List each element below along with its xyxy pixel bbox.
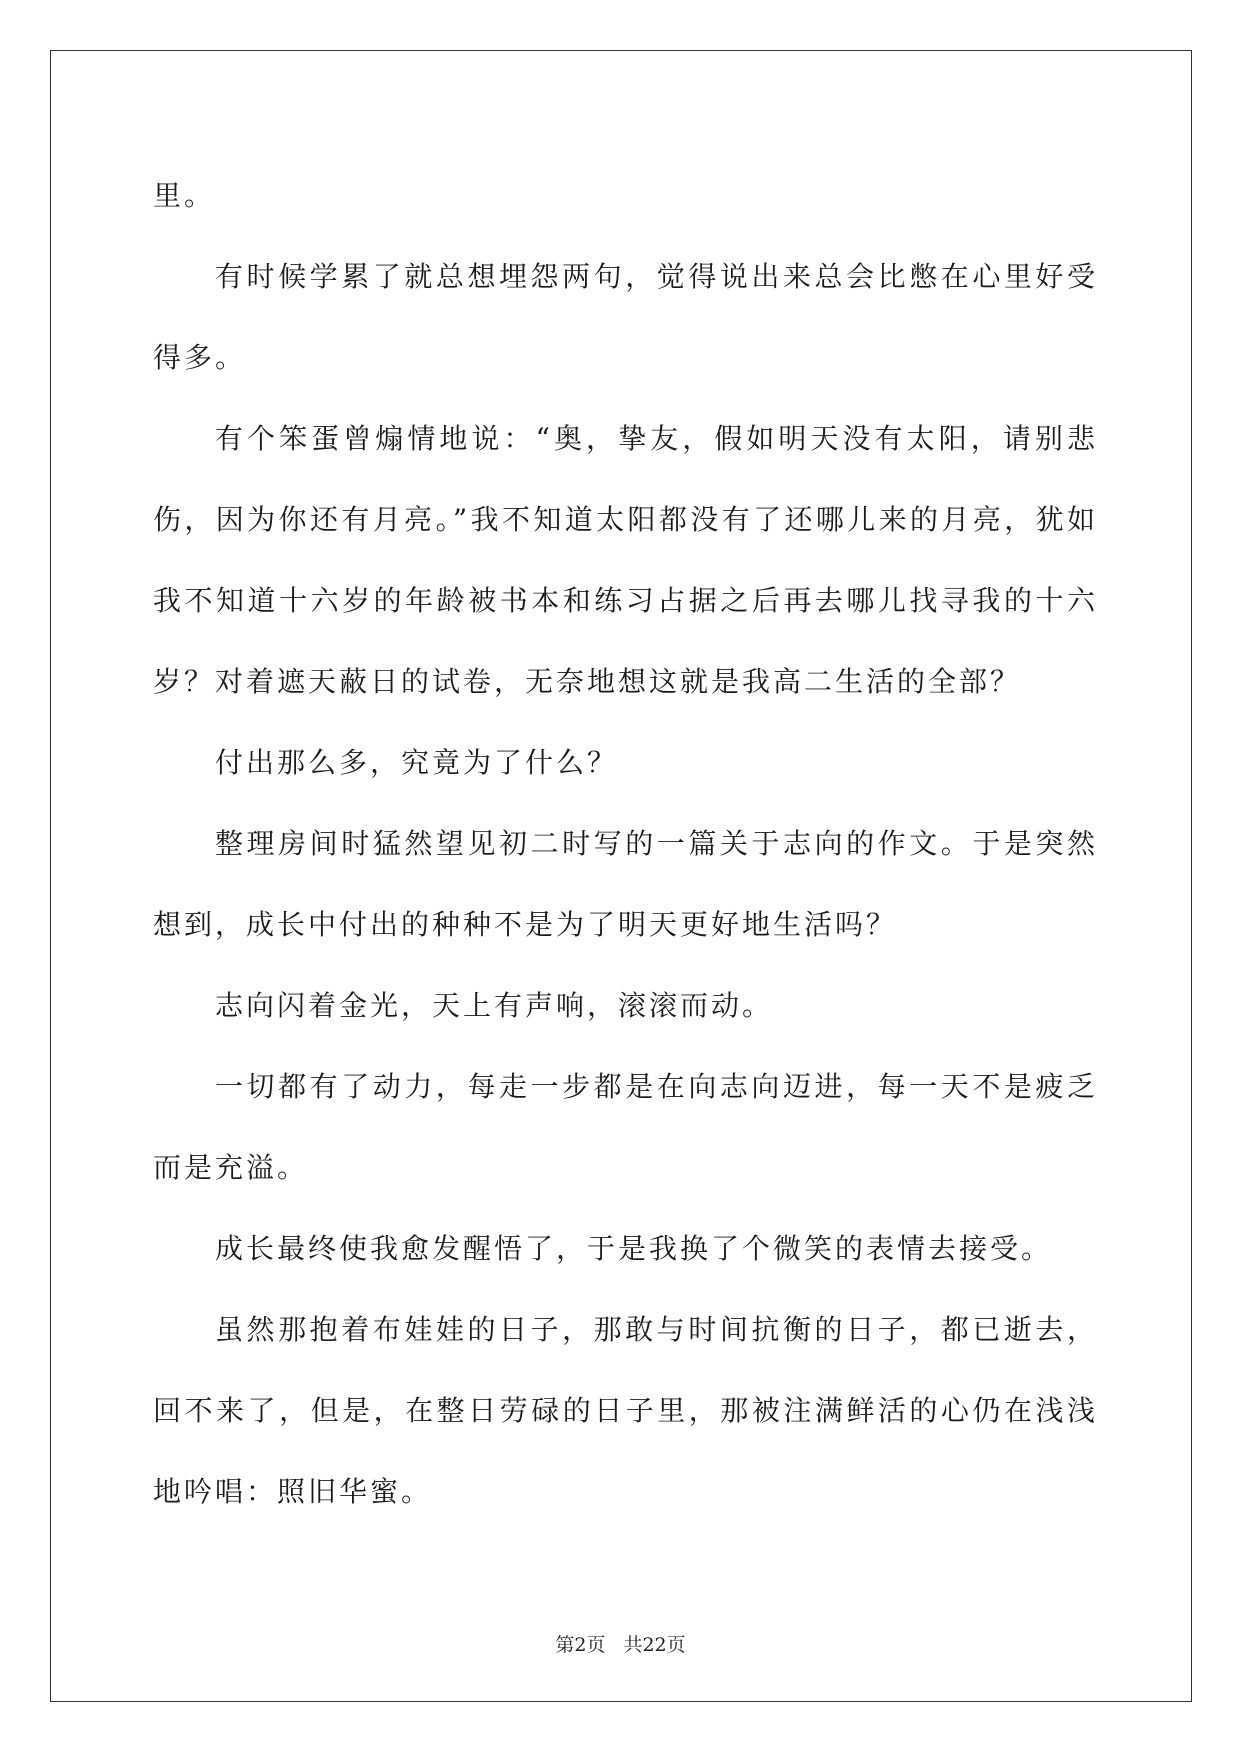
paragraph-5: 整理房间时猛然望见初二时写的一篇关于志向的作文。于是突然想到，成长中付出的种种不是为了明天更好地生活吗？ — [153, 827, 1098, 941]
paragraph-8: 成长最终使我愈发醒悟了，于是我换了个微笑的表情去接受。 — [215, 1232, 1053, 1265]
document-body — [153, 155, 1098, 1532]
paragraph-4: 付出那么多，究竟为了什么？ — [215, 746, 619, 779]
paragraph-2: 有时候学累了就总想埋怨两句，觉得说出来总会比憋在心里好受得多。 — [153, 260, 1098, 374]
paragraph-3: 有个笨蛋曾煽情地说：“奥，挚友，假如明天没有太阳，请别悲伤，因为你还有月亮。”我不知道太阳都没有了还哪儿来的月亮，犹如我不知道十六岁的年龄被书本和练习占据之后再去哪儿找寻我的十六岁？对着遮天蔽日的试卷，无奈地想这就是我高二生活的全部？ — [153, 422, 1098, 698]
paragraph-9: 虽然那抱着布娃娃的日子，那敢与时间抗衡的日子，都已逝去，回不来了，但是，在整日劳碌的日子里，那被注满鲜活的心仍在浅浅地吟唱：照旧华蜜。 — [153, 1313, 1098, 1508]
paragraph-6: 志向闪着金光，天上有声响，滚滚而动。 — [215, 989, 774, 1022]
page-footer — [0, 1630, 1241, 1657]
page-number: 第2页 — [555, 1634, 606, 1656]
paragraph-1: 里。 — [153, 179, 216, 212]
page-total: 共22页 — [623, 1634, 686, 1656]
paragraph-7: 一切都有了动力，每走一步都是在向志向迈进，每一天不是疲乏而是充溢。 — [153, 1070, 1098, 1184]
